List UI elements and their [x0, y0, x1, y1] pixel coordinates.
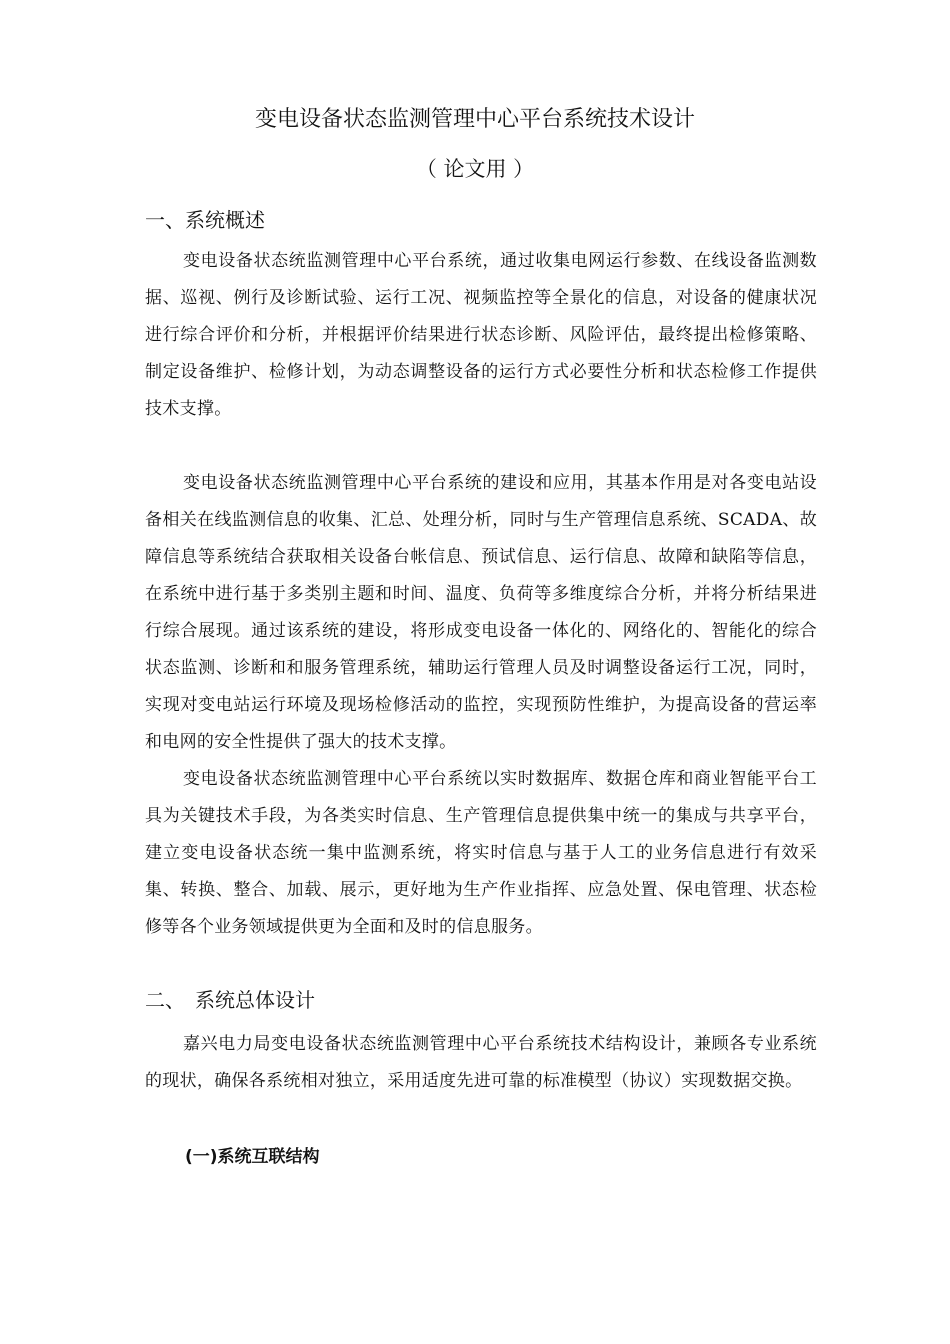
- document-subtitle: （ 论文用 ）: [415, 157, 535, 181]
- paragraph-overview-3: 变电设备状态统监测管理中心平台系统以实时数据库、数据仓库和商业智能平台工具为关键技术手段，为各类实时信息、生产管理信息提供集中统一的集成与共享平台，建立变电设备状态统一集中监测系统，将实时信息与基于人工的业务信息进行有效采集、转换、整合、加载、展示，更好地为生产作业指挥、应急处置、保电管理、状态检修等各个业务领域提供更为全面和及时的信息服务。: [145, 769, 817, 937]
- paragraph-overview-1: 变电设备状态统监测管理中心平台系统，通过收集电网运行参数、在线设备监测数据、巡视、例行及诊断试验、运行工况、视频监控等全景化的信息，对设备的健康状况进行综合评价和分析，并根据评价结果进行状态诊断、风险评估，最终提出检修策略、制定设备维护、检修计划，为动态调整设备的运行方式必要性分析和状态检修工作提供技术支撑。: [145, 251, 817, 419]
- document-title: 变电设备状态监测管理中心平台系统技术设计: [254, 107, 695, 132]
- paragraph-overview-2: 变电设备状态统监测管理中心平台系统的建设和应用，其基本作用是对各变电站设备相关在线监测信息的收集、汇总、处理分析，同时与生产管理信息系统、SCADA、故障信息等系统结合获取相关设备台帐信息、预试信息、运行信息、故障和缺陷等信息，在系统中进行基于多类别主题和时间、温度、负荷等多维度综合分析，并将分析结果进行综合展现。通过该系统的建设，将形成变电设备一体化的、网络化的、智能化的综合状态监测、诊断和和服务管理系统，辅助运行管理人员及时调整设备运行工况，同时，实现对变电站运行环境及现场检修活动的监控，实现预防性维护，为提高设备的营运率和电网的安全性提供了强大的技术支撑。: [145, 473, 817, 752]
- section-heading-design: 二、 系统总体设计: [145, 988, 315, 1012]
- subsection-heading-interconnect: (一)系统互联结构: [185, 1147, 320, 1167]
- section-heading-overview: 一、系统概述: [145, 208, 265, 232]
- paragraph-design-1: 嘉兴电力局变电设备状态统监测管理中心平台系统技术结构设计，兼顾各专业系统的现状，确保各系统相对独立，采用适度先进可靠的标准模型（协议）实现数据交换。: [145, 1034, 817, 1091]
